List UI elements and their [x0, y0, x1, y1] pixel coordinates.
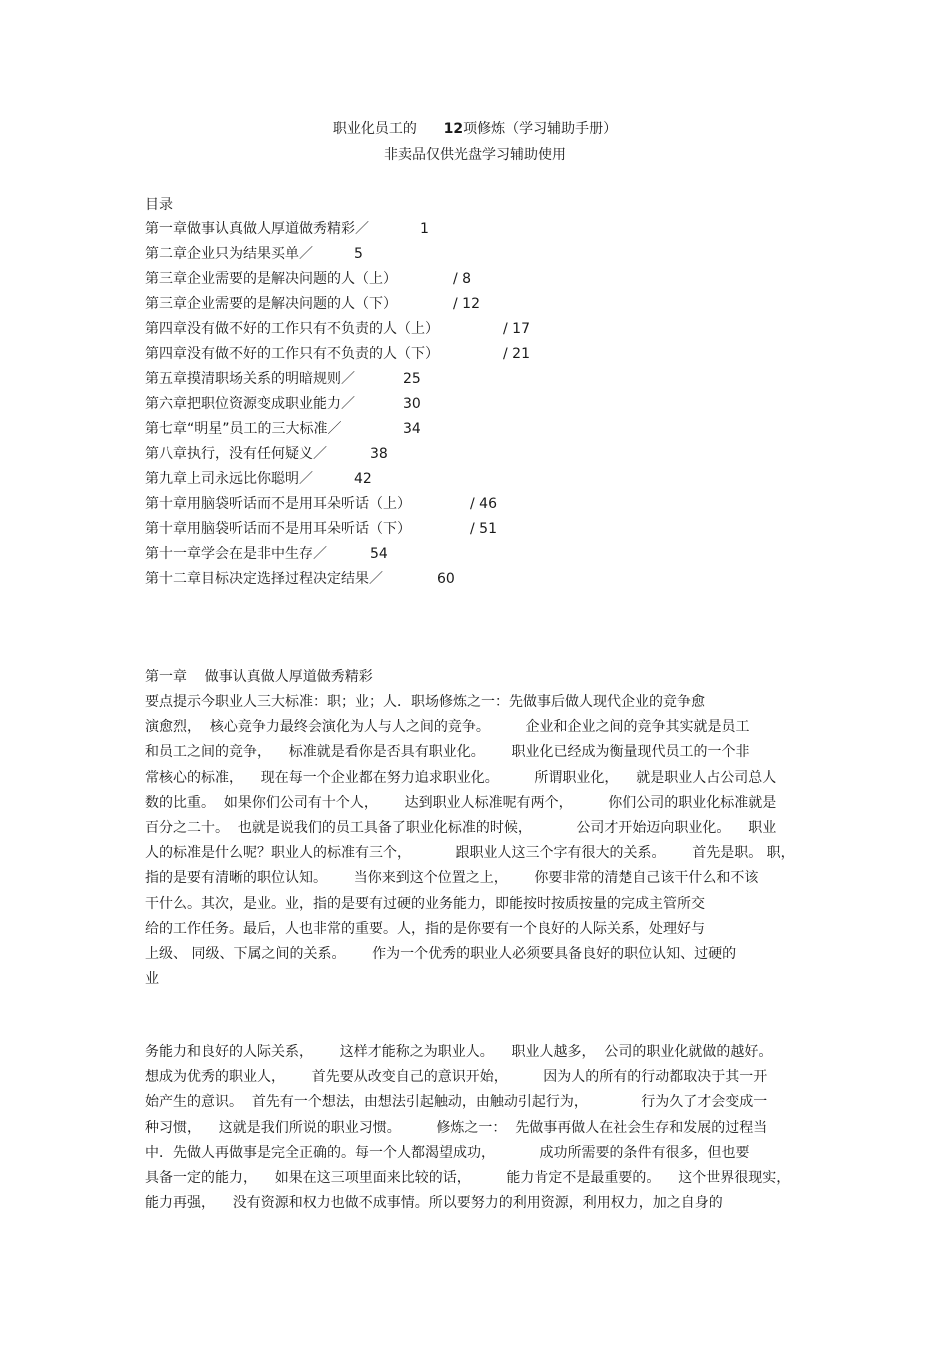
title-suffix: 项修炼（学习辅助手册）: [463, 121, 618, 137]
toc-entry: [145, 520, 805, 545]
table-of-contents: [145, 220, 805, 595]
toc-entry-page: 30: [403, 396, 421, 412]
text-line: 具备一定的能力， 如果在这三项里面来比较的话， 能力肯定不是最重要的。 这个世界很现实，: [145, 1169, 791, 1186]
toc-entry: [145, 320, 805, 345]
toc-entry: [145, 245, 805, 270]
toc-entry-title: 第一章做事认真做人厚道做秀精彩／: [145, 221, 369, 237]
toc-entry-title: 第十章用脑袋听话而不是用耳朵听话（下）: [145, 521, 411, 537]
toc-entry-title: 第三章企业需要的是解决问题的人（上）: [145, 271, 397, 287]
text-line: 业: [145, 971, 159, 988]
toc-entry-title: 第三章企业需要的是解决问题的人（下）: [145, 296, 397, 312]
title-number: 12: [443, 121, 464, 137]
text-line: 要点提示今职业人三大标准：职；业；人．职场修炼之一：先做事后做人现代企业的竞争愈: [145, 694, 705, 710]
text-line: 干什么。其次，是业。业，指的是要有过硬的业务能力，即能按时按质按量的完成主管所交: [145, 895, 705, 912]
toc-heading: 目录: [145, 197, 173, 213]
toc-entry: [145, 420, 805, 445]
toc-entry-page: 5: [354, 246, 363, 262]
text-line: 始产生的意识。 首先有一个想法，由想法引起触动，由触动引起行为， 行为久了才会变成一: [145, 1094, 768, 1111]
toc-entry: [145, 570, 805, 595]
toc-entry: [145, 395, 805, 420]
toc-entry-page: 1: [420, 221, 429, 237]
toc-entry-page: 38: [370, 446, 388, 462]
body-paragraph-2: [145, 1043, 815, 1219]
toc-entry-title: 第十二章目标决定选择过程决定结果／: [145, 571, 383, 587]
text-line: 务能力和良好的人际关系， 这样才能称之为职业人。 职业人越多， 公司的职业化就做的越好。: [145, 1044, 773, 1060]
title-prefix: 职业化员工的: [332, 121, 417, 137]
toc-entry-title: 第十一章学会在是非中生存／: [145, 546, 327, 562]
toc-entry: [145, 370, 805, 395]
toc-entry: [145, 495, 805, 520]
toc-entry-page: / 21: [503, 346, 530, 362]
toc-entry-title: 第十章用脑袋听话而不是用耳朵听话（上）: [145, 496, 411, 512]
toc-entry: [145, 470, 805, 495]
toc-entry: [145, 220, 805, 245]
toc-entry-page: / 17: [503, 321, 530, 337]
text-line: 给的工作任务。最后，人也非常的重要。人，指的是你要有一个良好的人际关系，处理好与: [145, 920, 705, 937]
toc-entry-title: 第八章执行，没有任何疑义／: [145, 446, 327, 462]
text-line: 种习惯， 这就是我们所说的职业习惯。 修炼之一： 先做事再做人在社会生存和发展的过程当: [145, 1119, 768, 1136]
text-line: 想成为优秀的职业人， 首先要从改变自己的意识开始， 因为人的所有的行动都取决于其一开: [145, 1069, 768, 1086]
toc-entry-page: 60: [437, 571, 455, 587]
toc-entry: [145, 345, 805, 370]
chapter-title: 第一章 做事认真做人厚道做秀精彩: [145, 669, 373, 685]
document-title: [0, 120, 950, 138]
toc-entry: [145, 545, 805, 570]
toc-entry-page: 54: [370, 546, 388, 562]
text-line: 演愈烈， 核心竞争力最终会演化为人与人之间的竞争。 企业和企业之间的竞争其实就是员工: [145, 719, 750, 736]
toc-entry: [145, 295, 805, 320]
toc-entry-title: 第七章“明星”员工的三大标准／: [145, 421, 342, 437]
text-line: 中．先做人再做事是完全正确的。每一个人都渴望成功， 成功所需要的条件有很多，但也要: [145, 1144, 750, 1161]
toc-entry: [145, 270, 805, 295]
toc-entry: [145, 445, 805, 470]
toc-entry-page: / 8: [453, 271, 472, 287]
body-paragraph-1: [145, 693, 815, 995]
text-line: 人的标准是什么呢？职业人的标准有三个， 跟职业人这三个字有很大的关系。 首先是职。 职，: [145, 845, 795, 862]
toc-entry-title: 第四章没有做不好的工作只有不负责的人（下）: [145, 346, 439, 362]
toc-entry-title: 第二章企业只为结果买单／: [145, 246, 313, 262]
text-line: 能力再强， 没有资源和权力也做不成事情。所以要努力的利用资源，利用权力，加之自身的: [145, 1195, 723, 1212]
text-line: 数的比重。 如果你们公司有十个人， 达到职业人标准呢有两个， 你们公司的职业化标准就是: [145, 794, 777, 811]
toc-entry-page: 25: [403, 371, 421, 387]
toc-entry-page: / 51: [470, 521, 497, 537]
toc-entry-page: 34: [403, 421, 421, 437]
text-line: 常核心的标准， 现在每一个企业都在努力追求职业化。 所谓职业化， 就是职业人占公司总人: [145, 769, 777, 786]
text-line: 和员工之间的竞争， 标准就是看你是否具有职业化。 职业化已经成为衡量现代员工的一个非: [145, 744, 750, 761]
toc-entry-page: 42: [354, 471, 372, 487]
toc-entry-page: / 46: [470, 496, 497, 512]
toc-entry-title: 第九章上司永远比你聪明／: [145, 471, 313, 487]
toc-entry-title: 第四章没有做不好的工作只有不负责的人（上）: [145, 321, 439, 337]
text-line: 百分之二十。 也就是说我们的员工具备了职业化标准的时候， 公司才开始迈向职业化。 职业: [145, 819, 777, 836]
document-subtitle: 非卖品仅供光盘学习辅助使用: [384, 147, 566, 163]
toc-entry-page: / 12: [453, 296, 480, 312]
toc-entry-title: 第六章把职位资源变成职业能力／: [145, 396, 355, 412]
text-line: 指的是要有清晰的职位认知。 当你来到这个位置之上， 你要非常的清楚自己该干什么和不该: [145, 870, 759, 887]
toc-entry-title: 第五章摸清职场关系的明暗规则／: [145, 371, 355, 387]
text-line: 上级、 同级、下属之间的关系。 作为一个优秀的职业人必须要具备良好的职位认知、过硬的: [145, 945, 737, 962]
